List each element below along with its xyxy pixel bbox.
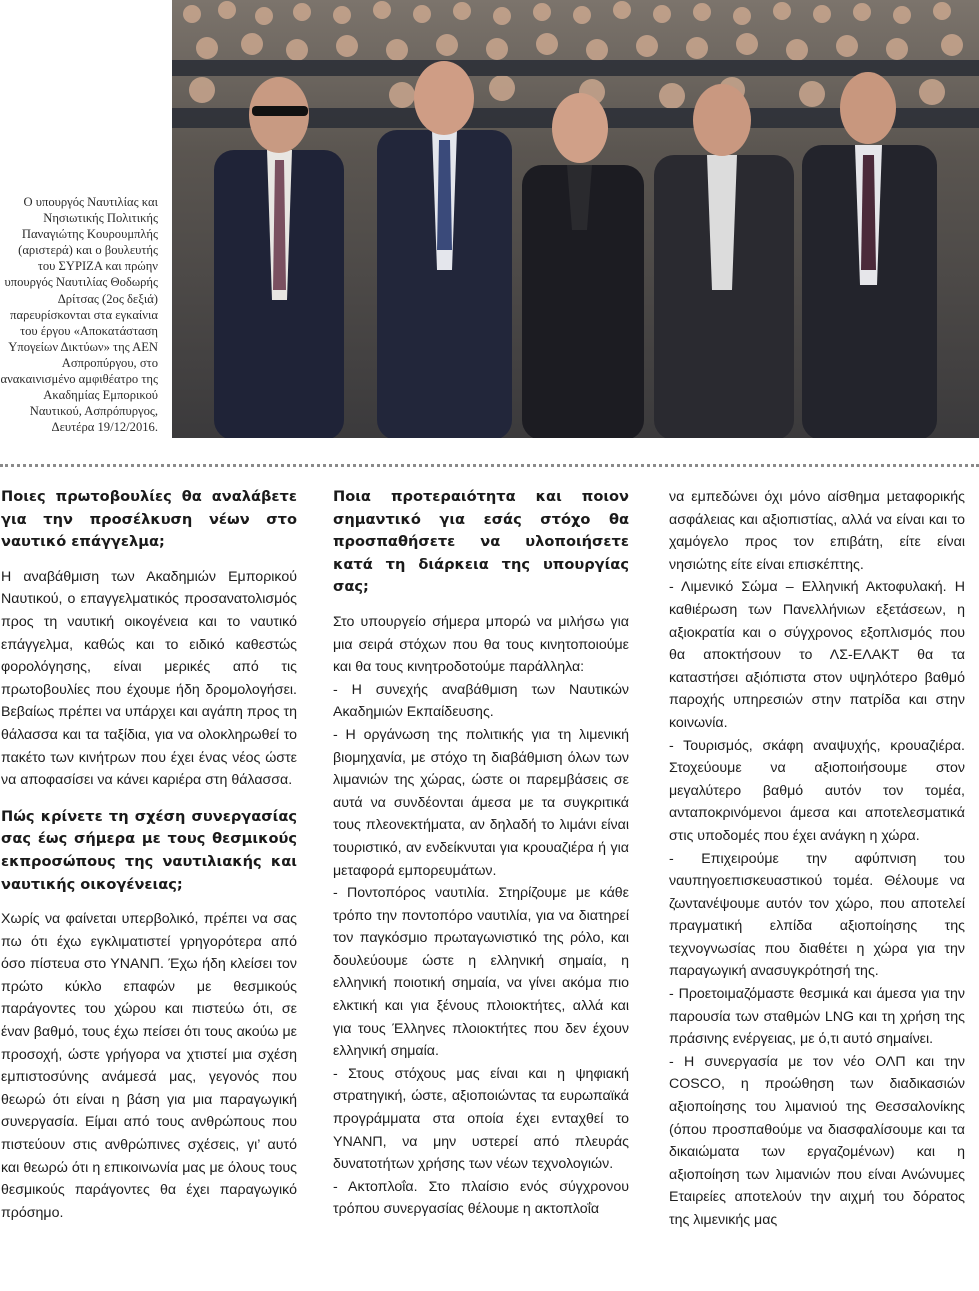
answer-bullet: - Προετοιμαζόμαστε θεσμικά και άμεσα για την παρουσία των σταθμών LNG και τη χρήση της πράσινης ενέργειας, με ό,τι αυτό σημαίνει.	[669, 986, 965, 1048]
column-2	[333, 486, 629, 1221]
photo-illustration	[172, 0, 979, 438]
column-3	[669, 486, 965, 1232]
event-photo	[172, 0, 979, 438]
question-heading: Ποια προτεραιότητα και ποιον σημαντικό για εσάς στόχο θα προσπαθήσετε να υλοποιήσετε κατά τη διάρκεια της υπουργίας σας;	[333, 488, 629, 596]
answer-paragraph: να εμπεδώνει όχι μόνο αίσθημα μεταφορικής ασφάλειας και αξιοπιστίας, αλλά να είναι και το χαμόγελο προς τον επιβάτη, είτε είναι νησιώτης είτε είναι επισκέπτης.	[669, 489, 965, 573]
answer-bullet: - Στους στόχους μας είναι και η ψηφιακή στρατηγική, ώστε, αξιοποιώντας τα ευρωπαϊκά προγράμματα στα οποία έχει ενταχθεί το ΥΝΑΝΠ, να μην υστερεί από πλευράς δυνατοτήτων χρήσης των νέων τεχνολογιών.	[333, 1065, 629, 1173]
answer-bullet: - Ποντοπόρος ναυτιλία. Στηρίζουμε με κάθε τρόπο την ποντοπόρο ναυτιλία, για να διατηρεί τον παγκόσμιο πρωταγωνιστικό της ρόλο, και δουλεύουμε ώστε η ελληνική σημαία, η ελληνική ποιοτική σημαία, να γίνει ακόμα πιο ελκτική και για ξένους πλοιοκτήτες, αλλά και για τους Έλληνες πλοιοκτήτες που δεν έχουν ελληνική σημαία.	[333, 885, 629, 1060]
answer-bullet: - Επιχειρούμε την αφύπνιση του ναυπηγοεπισκευαστικού τομέα. Θέλουμε να ζωντανέψουμε αυτόν τον χώρο, που αποτελεί πραγματική ελπίδα αξιοποίησης της τεχνογνωσίας που διαθέτει η χώρα για την παραγωγική ανασυγκρότησή της.	[669, 850, 965, 980]
answer-paragraph: Στο υπουργείο σήμερα μπορώ να μιλήσω για μια σειρά στόχων που θα τους κινητοποιούμε και θα τους κινητροδοτούμε παράλληλα:	[333, 613, 629, 676]
section-divider	[0, 464, 979, 467]
question-heading: Ποιες πρωτοβουλίες θα αναλάβετε για την προσέλκυση νέων στο ναυτικό επάγγελμα;	[1, 488, 297, 551]
answer-bullet: - Η συνεργασία με τον νέο ΟΛΠ και την COSCO, η προώθηση των διαδικασιών αξιοποίησης του λιμανιού της Θεσσαλονίκης (όπου προσπαθούμε να διασφαλίσουμε και τα δικαιώματα των εργαζομένων) και η αξιοποίηση των λιμανιών που είναι Ανώνυμες Εταιρείες αποτελούν την αιχμή του δόρατος της λιμενικής μας	[669, 1053, 965, 1228]
column-1	[1, 486, 297, 1224]
answer-paragraph: Χωρίς να φαίνεται υπερβολικό, πρέπει να σας πω ότι έχω εγκλιματιστεί γρηγορότερα από όσο πίστευα στο ΥΝΑΝΠ. Έχω ήδη κλείσει τον πρώτο κύκλο επαφών με θεσμικούς παράγοντες του χώρου και πιστεύω ότι, σε έναν βαθμό, τους έχω πείσει ότι τους ακούω με προσοχή, ώστε γρήγορα να χτιστεί μια σχέση εμπιστοσύνης ανάμεσά μας, γεγονός που θεωρώ ότι είναι η βάση για μια παραγωγική συνεργασία. Είμαι από τους ανθρώπους που πιστεύουν στις ανθρώπινες σχέσεις, γι’ αυτό και θεωρώ ότι η επικοινωνία μας με όλους τους θεσμικούς παράγοντες θα έχει παραγωγικό πρόσημο.	[1, 911, 297, 1221]
answer-paragraph: Η αναβάθμιση των Ακαδημιών Εμπορικού Ναυτικού, ο επαγγελματικός προσανατολισμός προς τη ναυτική οικογένεια και το ναυτικό επάγγελμα, καθώς και το ειδικό καθεστώς φορολόγησης, είναι μερικές από τις πρωτοβουλίες που έχουμε ήδη δρομολογήσει. Βεβαίως πρέπει να υπάρχει και αγάπη προς τη θάλασσα και τα ταξίδια, για να ολοκληρωθεί το πακέτο των κινήτρων που έχει ένας νέος ώστε να αποφασίσει να κάνει καριέρα στη θάλασσα.	[1, 568, 297, 789]
answer-bullet: - Η συνεχής αναβάθμιση των Ναυτικών Ακαδημιών Εκπαίδευσης.	[333, 681, 629, 721]
answer-bullet: - Λιμενικό Σώμα – Ελληνική Ακτοφυλακή. Η καθιέρωση των Πανελλήνιων εξετάσεων, η αξιοκρατία και ο σύγχρονος εξοπλισμός που θα αποκτήσουν το ΛΣ-ΕΛΑΚΤ θα τα καταστήσει αξιόπιστα στον υψηλότερο βαθμό παροχής υπηρεσιών στην πατρίδα και στην κοινωνία.	[669, 579, 965, 731]
photo-caption: Ο υπουργός Ναυτιλίας και Νησιωτικής Πολιτικής Παναγιώτης Κουρουμπλής (αριστερά) και ο βουλευτής του ΣΥΡΙΖΑ και πρώην υπουργός Ναυτιλίας Θοδωρής Δρίτσας (2ος δεξιά) παρευρίσκονται στα εγκαίνια του έργου «Αποκατάσταση Υπογείων Δικτύων» της ΑΕΝ Ασπροπύργου, στο ανακαινισμένο αμφιθέατρο της Ακαδημίας Εμπορικού Ναυτικού, Ασπρόπυργος, Δευτέρα 19/12/2016.	[0, 195, 158, 435]
question-heading: Πώς κρίνετε τη σχέση συνεργασίας σας έως σήμερα με τους θεσμικούς εκπροσώπους της ναυτιλιακής και ναυτικής οικογένειας;	[1, 807, 297, 893]
answer-bullet: - Ακτοπλοΐα. Στο πλαίσιο ενός σύγχρονου τρόπου συνεργασίας θέλουμε η ακτοπλοΐα	[333, 1178, 629, 1218]
answer-bullet: - Τουρισμός, σκάφη αναψυχής, κρουαζιέρα. Στοχεύουμε να αξιοποιήσουμε στον μεγαλύτερο βαθμό αυτόν τον τομέα, ανταποκρινόμενοι άμεσα και αποτελεσματικά στις υποδομές που έχει ανάγκη η χώρα.	[669, 737, 965, 844]
answer-bullet: - Η οργάνωση της πολιτικής για τη λιμενική βιομηχανία, με στόχο τη διαβάθμιση όλων των λιμανιών της χώρας, ώστε οι παρεμβάσεις σε αυτά να συνδέονται άμεσα με τα συγκριτικά τους πλεονεκτήματα, αν δηλαδή το λιμάνι είναι τουριστικό, αν ενδείκνυται για κρουαζιέρα ή για μεταφορά εμπορευμάτων.	[333, 726, 629, 879]
